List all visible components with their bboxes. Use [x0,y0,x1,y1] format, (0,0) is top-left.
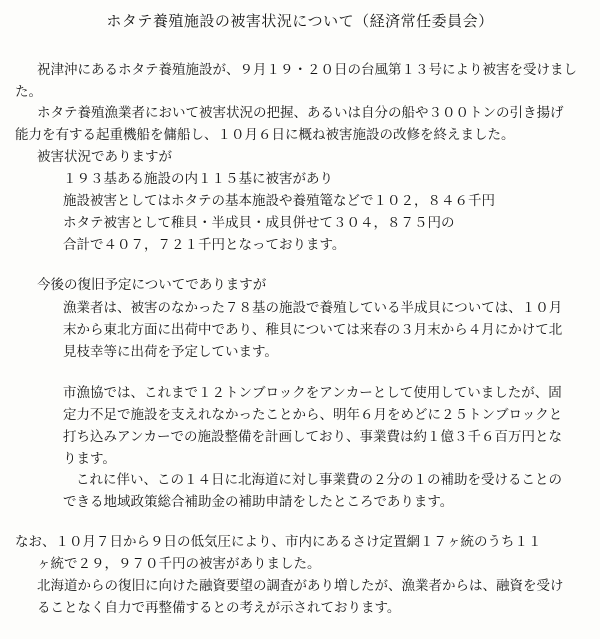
text-line: た。 [15,84,42,100]
text-line: 見枝幸等に出荷を予定しています。 [63,344,278,360]
text-line: 祝津沖にあるホタテ養殖施設が、９月１９・２０日の台風第１３号により被害を受けまし [37,62,577,78]
text-line: ヶ統で２９，９７０千円の被害がありました。 [37,556,321,572]
list-item: １９３基ある施設の内１１５基に被害があり [63,171,333,187]
text-line: できる地域政策総合補助金の補助申請をしたところであります。 [63,494,454,510]
list-item: 施設被害としてはホタテの基本施設や養殖篭などで１０２，８４６千円 [63,193,495,209]
text-line: 漁業者は、被害のなかった７８基の施設で養殖している半成貝については、１０月 [63,300,563,316]
text-line: なお、１０月７日から９日の低気圧により、市内にあるさけ定置網１７ヶ統のうち１１ [15,534,542,550]
list-item: ホタテ被害として稚貝・半成貝・成貝併せて３０４，８７５円の [63,215,455,231]
text-line: ります。 [63,451,116,467]
text-line: 能力を有する起重機船を傭船し、１０月６日に概ね被害施設の改修を終えました。 [15,127,515,143]
text-line: 末から東北方面に出荷中であり、稚貝については来春の３月末から４月にかけて北 [63,322,563,338]
text-line: ホタテ養殖漁業者において被害状況の把握、あるいは自分の船や３００トンの引き揚げ [37,105,564,121]
text-line: 市漁協では、これまで１２トンブロックをアンカーとして使用していましたが、固 [63,385,562,401]
text-line: 北海道からの復旧に向けた融資要望の調査があり増したが、漁業者からは、融資を受け [37,578,564,594]
text-line: 打ち込みアンカーでの施設整備を計画しており、事業費は約１億３千６百万円とな [63,429,562,445]
text-line: ることなく自力で再整備するとの考えが示されております。 [37,600,401,616]
document-title: ホタテ養殖施設の被害状況について（経済常任委員会） [106,12,494,30]
text-line: これに伴い、この１４日に北海道に対し事業費の２分の１の補助を受けることの [76,472,562,488]
section-heading: 今後の復旧予定についてでありますが [37,277,267,293]
list-item: 合計で４０７，７２１千円となっております。 [63,237,346,253]
text-line: 定力不足で施設を支えれなかったことから、明年６月をめどに２５トンブロックと [63,407,563,423]
section-heading: 被害状況でありますが [37,149,172,165]
